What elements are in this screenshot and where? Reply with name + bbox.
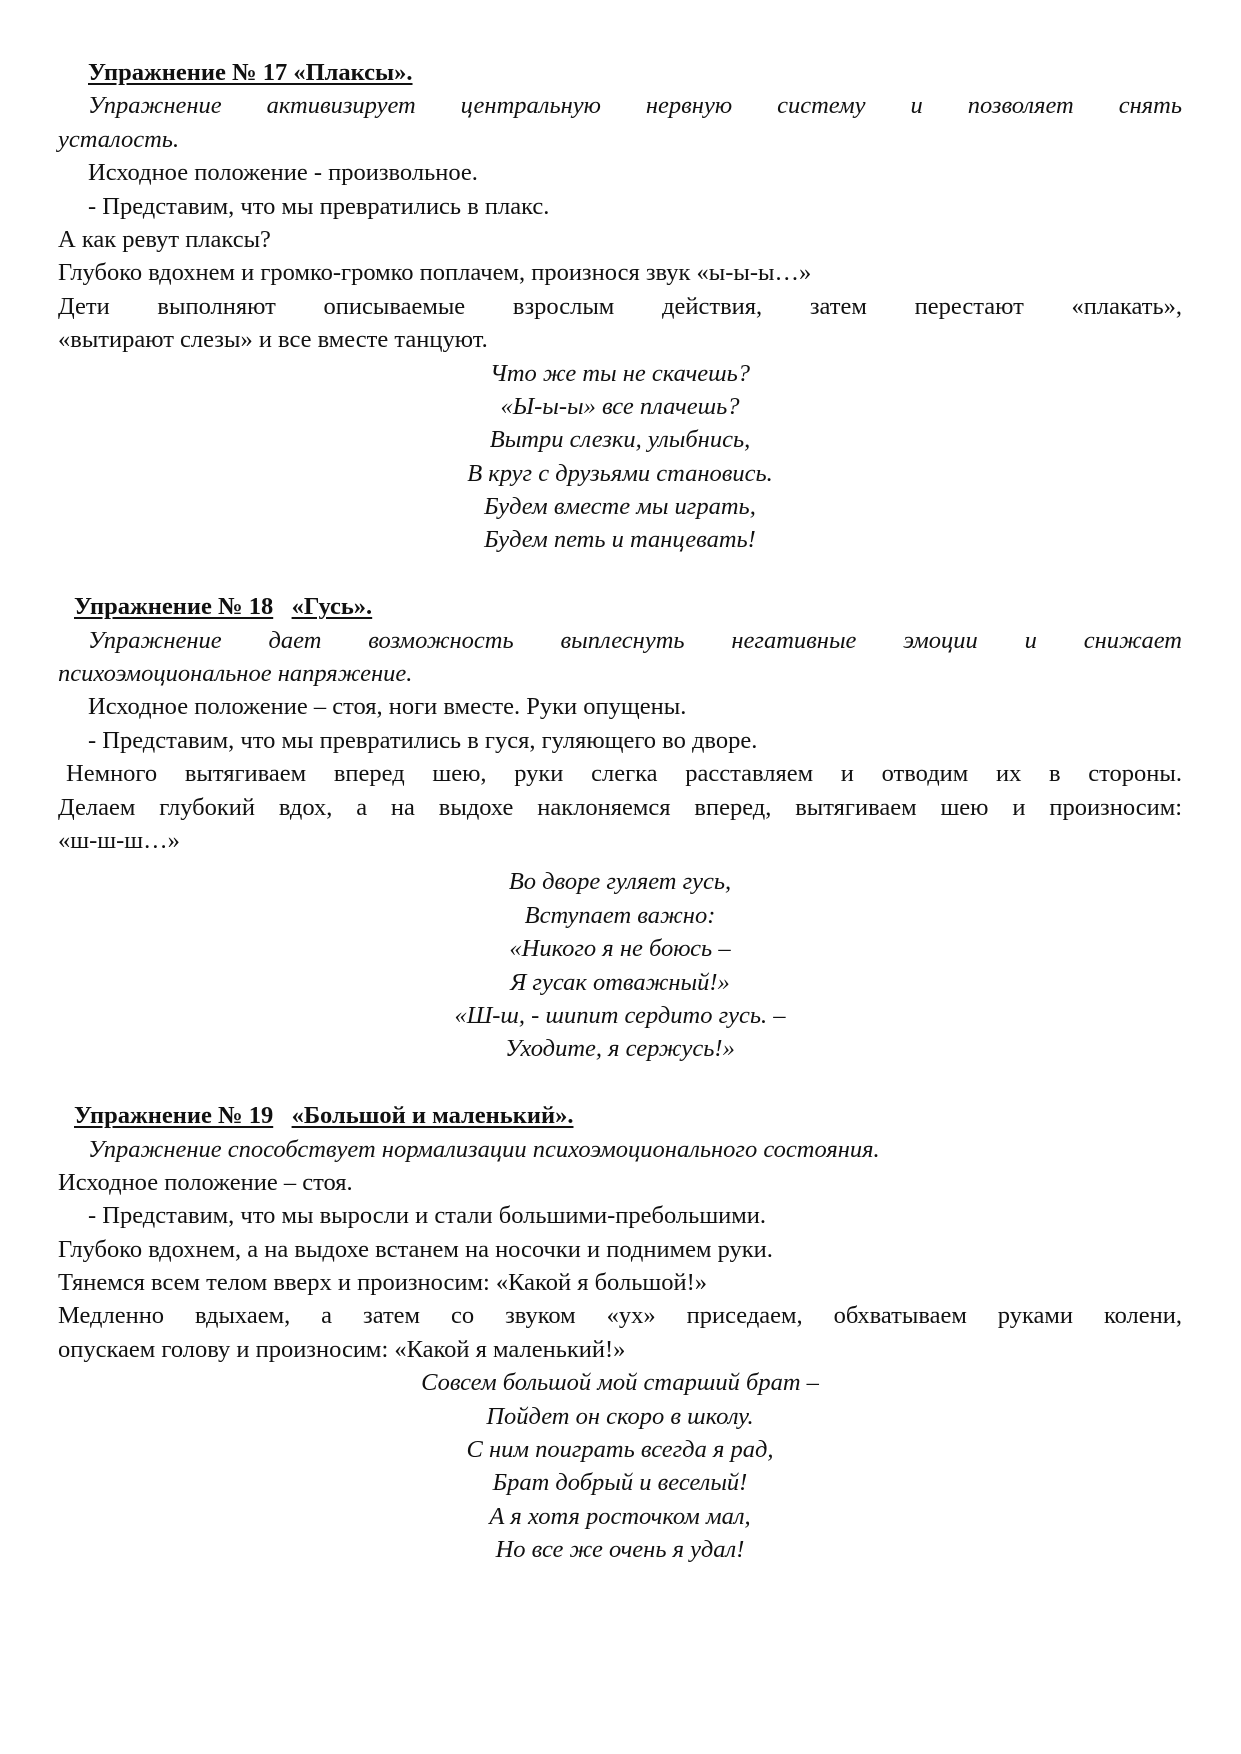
poem-line: Я гусак отважный!» — [510, 968, 730, 996]
exercise-18-title-number: Упражнение № 18 — [74, 593, 274, 621]
exercise-18-goal-line-2: психоэмоциональное напряжение. — [58, 660, 413, 688]
poem-line: «Никого я не боюсь – — [509, 935, 731, 963]
section-gap — [58, 557, 1182, 590]
exercise-19-instruction-1: - Представим, что мы выросли и стали большими-пребольшими. — [88, 1202, 767, 1230]
section-gap — [58, 1066, 1182, 1099]
exercise-19 — [58, 1099, 1182, 1566]
exercise-17-title: Упражнение № 17 «Плаксы». — [88, 59, 413, 86]
exercise-18-instruction-2c: «ш-ш-ш…» — [58, 826, 180, 854]
poem-line: Что же ты не скачешь? — [489, 359, 751, 387]
exercise-17-goal-line-2: усталость. — [58, 125, 180, 153]
poem-line: Уходите, я сержусь!» — [505, 1035, 735, 1063]
exercise-17-instruction-2: А как ревут плаксы? — [58, 225, 271, 253]
poem-line: Пойдет он скоро в школу. — [486, 1402, 754, 1430]
exercise-19-poem — [58, 1366, 1182, 1566]
exercise-17-instruction-4a: Дети выполняют описываемые взрослым действия, затем перестают «плакать», — [58, 292, 1182, 320]
exercise-18-instruction-2a: Немного вытягиваем вперед шею, руки слегка расставляем и отводим их в стороны. — [66, 760, 1182, 788]
poem-line: Вытри слезки, улыбнись, — [489, 426, 751, 454]
exercise-18-goal-line-1: Упражнение дает возможность выплеснуть негативные эмоции и снижает — [88, 626, 1182, 654]
exercise-17-instruction-4b: «вытирают слезы» и все вместе танцуют. — [58, 326, 488, 354]
poem-line: «Ш-ш, - шипит сердито гусь. – — [454, 1001, 786, 1029]
exercise-18-instruction-1: - Представим, что мы превратились в гуся, гуляющего во дворе. — [88, 726, 758, 754]
exercise-17-goal-line-1: Упражнение активизирует центральную нервную систему и позволяет снять — [88, 92, 1182, 120]
poem-line: Брат добрый и веселый! — [492, 1469, 748, 1497]
poem-gap — [58, 857, 1182, 865]
exercise-17-start-position: Исходное положение - произвольное. — [88, 159, 478, 187]
exercise-19-instruction-4a: Медленно вдыхаем, а затем со звуком «ух» приседаем, обхватываем руками колени, — [58, 1302, 1182, 1330]
exercise-17-instruction-3: Глубоко вдохнем и громко-громко поплачем, произнося звук «ы-ы-ы…» — [58, 259, 812, 287]
poem-line: «Ы-ы-ы» все плачешь? — [500, 392, 740, 420]
poem-line: Но все же очень я удал! — [495, 1536, 745, 1564]
poem-line: Будем петь и танцевать! — [484, 526, 756, 554]
exercise-19-instruction-3: Тянемся всем телом вверх и произносим: «Какой я большой!» — [58, 1269, 708, 1297]
exercise-18-start-position: Исходное положение – стоя, ноги вместе. Руки опущены. — [88, 693, 687, 721]
poem-line: А я хотя росточком мал, — [489, 1502, 751, 1530]
exercise-17 — [58, 56, 1182, 557]
exercise-19-instruction-2: Глубоко вдохнем, а на выдохе встанем на носочки и поднимем руки. — [58, 1235, 773, 1263]
exercise-19-instruction-4b: опускаем голову и произносим: «Какой я маленький!» — [58, 1335, 626, 1363]
exercise-18 — [58, 590, 1182, 1065]
exercise-17-poem — [58, 357, 1182, 557]
exercise-19-title-number: Упражнение № 19 — [74, 1102, 274, 1130]
exercise-19-goal: Упражнение способствует нормализации психоэмоционального состояния. — [88, 1135, 880, 1163]
poem-line: Вступает важно: — [524, 901, 716, 929]
exercise-18-instruction-2b: Делаем глубокий вдох, а на выдохе наклоняемся вперед, вытягиваем шею и произносим: — [58, 793, 1182, 821]
exercise-18-title-name: «Гусь». — [291, 593, 373, 621]
exercise-19-start-position: Исходное положение – стоя. — [58, 1168, 353, 1196]
document-page — [58, 56, 1182, 1567]
exercise-17-instruction-1: - Представим, что мы превратились в плакс. — [88, 192, 550, 220]
poem-line: Будем вместе мы играть, — [484, 493, 756, 521]
poem-line: С ним поиграть всегда я рад, — [466, 1436, 774, 1464]
exercise-19-title-name: «Большой и маленький». — [291, 1102, 574, 1130]
poem-line: В круг с друзьями становись. — [467, 459, 773, 487]
poem-line: Совсем большой мой старший брат – — [421, 1369, 819, 1397]
exercise-18-poem — [58, 865, 1182, 1065]
poem-line: Во дворе гуляет гусь, — [508, 868, 732, 896]
